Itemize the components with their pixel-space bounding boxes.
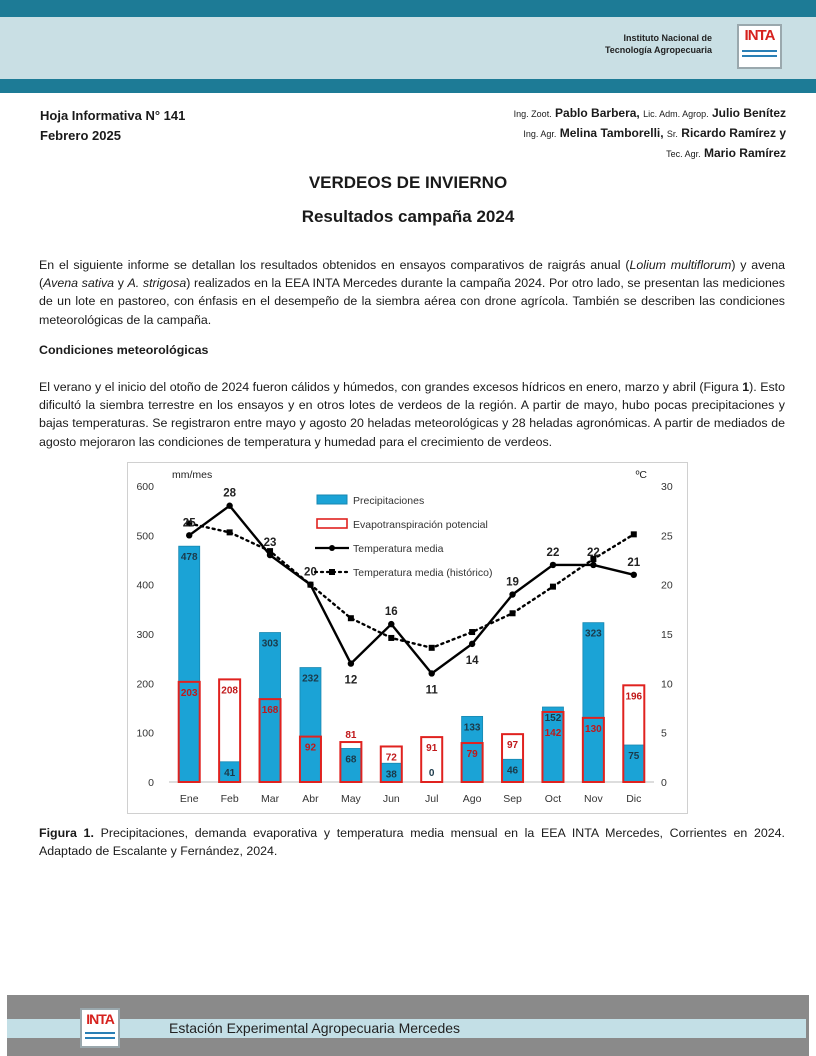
issue-info — [40, 106, 185, 146]
header-bottom-band — [0, 79, 816, 93]
author-role: Ing. Agr. — [523, 129, 557, 139]
etp-label: 168 — [261, 705, 279, 717]
footer-station: Estación Experimental Agropecuaria Mercedes — [169, 1020, 461, 1036]
footer-logo-text: INTA — [86, 1011, 114, 1027]
header-top-band — [0, 0, 816, 17]
temp-point — [550, 562, 556, 568]
legend-precip-swatch — [317, 495, 347, 504]
precip-bar — [179, 546, 200, 782]
temp-label: 20 — [304, 566, 317, 579]
institute-line-2: Tecnología Agropecuaria — [604, 45, 712, 55]
temp-label: 22 — [546, 546, 560, 559]
temp-point — [267, 552, 273, 558]
temp-historic-point — [469, 629, 475, 635]
inta-logo — [737, 24, 782, 69]
temp-label: 28 — [223, 487, 237, 500]
x-tick-label: Feb — [220, 793, 239, 805]
temp-point — [307, 581, 313, 587]
x-tick-label: May — [340, 793, 361, 805]
etp-label: 81 — [345, 730, 357, 742]
y-right-label: ºC — [635, 469, 647, 481]
precip-bar — [583, 623, 604, 782]
etp-label: 91 — [426, 743, 438, 755]
temp-label: 16 — [384, 606, 398, 619]
temp-historic-point — [550, 584, 556, 590]
y-right-tick: 15 — [661, 629, 673, 641]
y-right-tick: 20 — [661, 579, 673, 592]
x-tick-label: Ene — [179, 793, 199, 805]
legend-temp-marker — [329, 545, 335, 551]
species-name: Lolium multiflorum — [629, 258, 732, 272]
inta-logo-text: INTA — [744, 27, 775, 44]
author-name: Julio Benítez — [711, 106, 786, 120]
author-role: Lic. Adm. Agrop. — [643, 109, 709, 119]
x-tick-label: Nov — [584, 793, 603, 805]
temp-label: 25 — [182, 517, 196, 530]
temp-label: 11 — [425, 684, 438, 697]
temp-label: 14 — [465, 654, 479, 667]
temp-point — [590, 562, 596, 568]
y-left-tick: 400 — [136, 579, 154, 592]
author-role: Sr. — [666, 129, 678, 139]
x-tick-label: Jun — [382, 793, 400, 805]
author-name: Mario Ramírez — [703, 146, 786, 160]
author-role: Ing. Zoot. — [513, 109, 552, 119]
etp-label: 130 — [585, 723, 602, 735]
author-name: Pablo Barbera, — [555, 106, 640, 120]
precip-label: 41 — [224, 767, 236, 779]
y-left-tick: 600 — [136, 481, 154, 493]
figure-label: Figura 1. — [39, 826, 94, 840]
precip-label: 303 — [261, 638, 279, 650]
etp-label: 203 — [180, 687, 198, 699]
y-right-tick: 5 — [661, 727, 667, 740]
x-tick-label: Oct — [544, 793, 562, 805]
author-role: Tec. Agr. — [666, 149, 701, 159]
etp-label: 97 — [506, 740, 519, 752]
etp-label: 92 — [304, 742, 317, 754]
figure-caption: Figura 1. Precipitaciones, demanda evaporativa y temperatura media mensual en la EEA INTA Mercedes, Corrientes en 2024. Adaptado de Escalante y Fernández, 2024. — [39, 826, 785, 859]
etp-label: 196 — [625, 691, 643, 703]
weather-paragraph: El verano y el inicio del otoño de 2024 fueron cálidos y húmedos, con grandes excesos hídricos en enero, marzo y abril (Figura 1). Esto dificultó la siembra terrestre en los ensayos y en otros lotes de verdeos de la región. A partir de mayo, hubo pocas precipitaciones y bajas temperaturas. Se registraron entre mayo y agosto 20 heladas meteorológicas y 28 heladas agronómicas. A partir de mediados de agosto mejoraron las condiciones de temperatura y humedad para el crecimiento de verdeos. — [39, 380, 785, 449]
legend-precip-label: Precipitaciones — [353, 495, 425, 507]
precip-label: 75 — [628, 751, 640, 762]
precip-label: 133 — [463, 722, 481, 734]
temp-point — [429, 670, 435, 676]
temp-historic-point — [227, 529, 233, 535]
precip-label: 38 — [385, 769, 397, 781]
etp-label: 208 — [221, 685, 238, 697]
x-tick-label: Mar — [260, 793, 280, 805]
y-left-tick: 0 — [148, 777, 154, 789]
precip-label: 0 — [428, 768, 435, 779]
institute-line-1: Instituto Nacional de — [623, 33, 712, 43]
temp-historic-point — [631, 531, 637, 537]
legend-historic-label: Temperatura media (histórico) — [353, 567, 493, 579]
temp-point — [469, 641, 475, 647]
legend-temp-label: Temperatura media — [353, 543, 444, 555]
author-line — [514, 144, 786, 164]
document-title: VERDEOS DE INVIERNO — [308, 173, 508, 192]
author-name: Melina Tamborelli, — [559, 126, 664, 140]
legend-etp-swatch — [317, 519, 347, 528]
climate-chart — [127, 462, 687, 813]
issue-date: Febrero 2025 — [40, 128, 121, 143]
precip-label: 68 — [345, 754, 357, 766]
figure-ref: 1 — [742, 380, 750, 394]
precip-label: 46 — [506, 765, 519, 777]
y-left-tick: 100 — [136, 727, 154, 740]
precip-label: 152 — [544, 713, 562, 725]
temp-point — [388, 621, 394, 627]
temp-historic-point — [348, 615, 354, 621]
temp-historic-point — [429, 645, 435, 651]
x-tick-label: Dic — [626, 793, 642, 805]
etp-label: 79 — [466, 749, 478, 761]
legend-historic-marker — [329, 569, 335, 575]
species-name: A. strigosa — [127, 276, 187, 291]
x-tick-label: Sep — [503, 793, 522, 805]
y-left-tick: 500 — [136, 530, 154, 543]
etp-label: 142 — [544, 727, 562, 739]
precip-label: 232 — [302, 673, 319, 685]
temp-point — [509, 591, 515, 597]
y-left-tick: 200 — [136, 678, 154, 691]
temp-label: 23 — [263, 537, 277, 550]
institute-name — [605, 32, 712, 56]
y-right-tick: 10 — [661, 678, 673, 691]
y-right-tick: 0 — [661, 777, 667, 789]
precip-label: 478 — [180, 552, 198, 564]
temp-point — [186, 532, 192, 538]
document-subtitle: Resultados campaña 2024 — [301, 207, 515, 226]
legend-etp-label: Evapotranspiración potencial — [353, 519, 488, 531]
intro-paragraph: En el siguiente informe se detallan los resultados obtenidos en ensayos comparativos de raigrás anual (Lolium multiflorum) y avena (Avena sativa y A. strigosa) realizados en la EEA INTA Mercedes durante la campaña 2024. Por otro lado, se presentan las mediciones de un lote en pastoreo, con énfasis en el desempeño de la siembra aérea con drone agrícola. También se describen las condiciones meteorológicas de la campaña. — [39, 258, 785, 327]
section-heading: Condiciones meteorológicas — [39, 343, 209, 357]
temp-historic-point — [388, 635, 394, 641]
temp-label: 21 — [627, 556, 641, 569]
y-left-label: mm/mes — [172, 469, 213, 481]
temp-historic-point — [510, 610, 516, 616]
species-name: Avena sativa — [43, 276, 115, 291]
author-name: Ricardo Ramírez y — [681, 126, 786, 140]
y-left-tick: 300 — [136, 629, 154, 641]
x-tick-label: Abr — [302, 793, 319, 805]
y-right-tick: 25 — [661, 530, 673, 543]
precip-label: 323 — [585, 628, 602, 640]
author-line — [514, 124, 786, 144]
temp-label: 12 — [344, 674, 358, 687]
x-tick-label: Ago — [462, 793, 482, 805]
etp-label: 72 — [385, 752, 397, 764]
footer-inta-logo — [80, 1008, 120, 1048]
temp-label: 22 — [586, 546, 600, 559]
author-line — [514, 104, 786, 124]
precip-bar — [300, 668, 321, 782]
temp-point — [631, 572, 637, 578]
authors-block — [514, 104, 786, 164]
temp-point — [226, 503, 232, 509]
temp-point — [348, 660, 354, 666]
x-tick-label: Jul — [424, 793, 439, 805]
issue-number: Hoja Informativa N° 141 — [40, 108, 186, 123]
temp-label: 19 — [506, 576, 519, 589]
y-right-tick: 30 — [661, 481, 673, 493]
